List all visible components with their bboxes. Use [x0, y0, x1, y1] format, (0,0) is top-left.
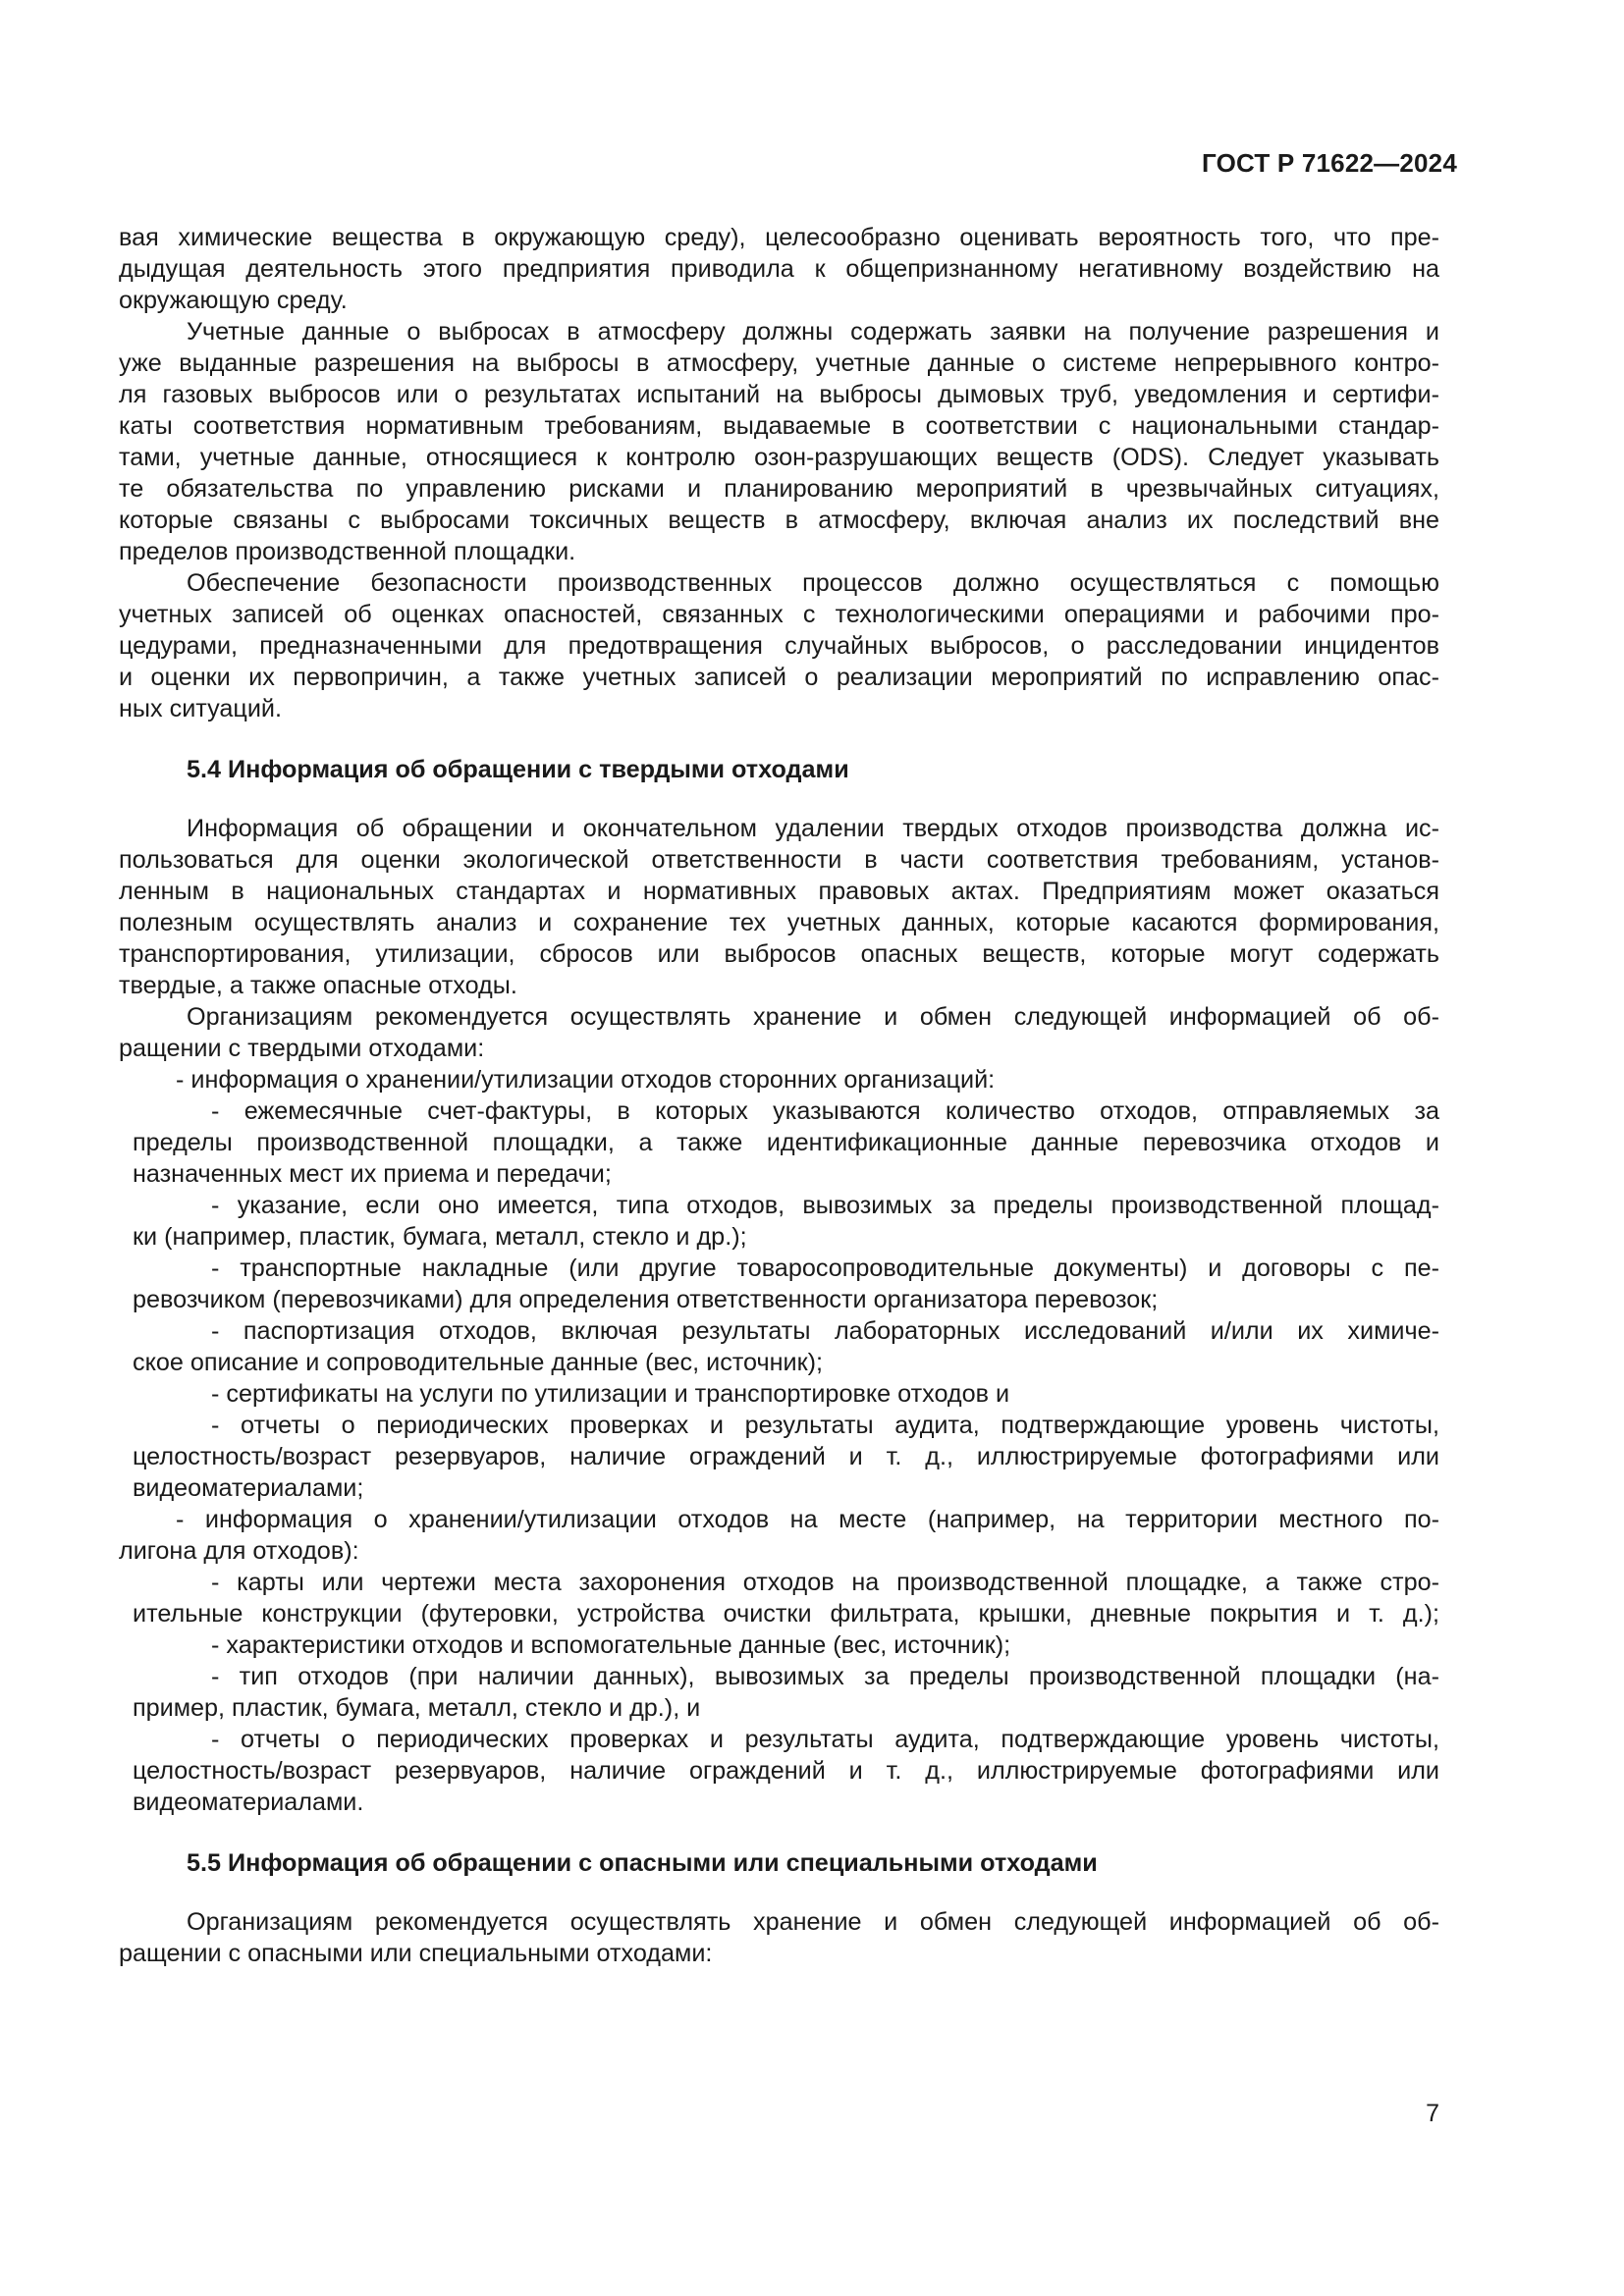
- text-line: ревозчиком (перевозчиками) для определения ответственности организатора перевозок;: [133, 1286, 1159, 1313]
- text-line: дыдущая деятельность этого предприятия приводила к общепризнанному негативному воздействию на: [119, 255, 1439, 283]
- text-line: Учетные данные о выбросах в атмосферу должны содержать заявки на получение разрешения и: [187, 318, 1439, 346]
- text-line: целостность/возраст резервуаров, наличие ограждений и т. д., иллюстрируемые фотографиями или: [133, 1757, 1439, 1785]
- text-line: видеоматериалами.: [133, 1789, 364, 1816]
- text-line: твердые, а также опасные отходы.: [119, 972, 517, 999]
- text-line: ля газовых выбросов или о результатах испытаний на выбросы дымовых труб, уведомления и сертифи-: [119, 381, 1439, 408]
- text-line: каты соответствия нормативным требованиям, выдаваемые в соответствии с национальными стандар-: [119, 412, 1439, 440]
- list-item: - отчеты о периодических проверках и результаты аудита, подтверждающие уровень чистоты,: [211, 1412, 1439, 1439]
- text-line: пределов производственной площадки.: [119, 538, 576, 565]
- list-item: - указание, если оно имеется, типа отходов, вывозимых за пределы производственной площад-: [211, 1192, 1439, 1219]
- text-line: ительные конструкции (футеровки, устройства очистки фильтрата, крышки, дневные покрытия и т. д.);: [133, 1600, 1439, 1628]
- text-line: ленным в национальных стандартах и нормативных правовых актах. Предприятиям может оказаться: [119, 878, 1439, 905]
- text-line: пользоваться для оценки экологической ответственности в части соответствия требованиям, установ-: [119, 846, 1439, 874]
- list-item: - отчеты о периодических проверках и результаты аудита, подтверждающие уровень чистоты,: [211, 1726, 1439, 1753]
- text-line: тами, учетные данные, относящиеся к контролю озон-разрушающих веществ (ODS). Следует указывать: [119, 444, 1439, 471]
- text-line: ращении с твердыми отходами:: [119, 1035, 485, 1062]
- text-line: вая химические вещества в окружающую среду), целесообразно оценивать вероятность того, что пре-: [119, 224, 1439, 251]
- text-line: ных ситуаций.: [119, 695, 282, 722]
- list-item: - тип отходов (при наличии данных), вывозимых за пределы производственной площадки (на-: [211, 1663, 1439, 1690]
- text-line: транспортирования, утилизации, сбросов или выбросов опасных веществ, которые могут содержать: [119, 940, 1439, 968]
- page-number: 7: [1426, 2100, 1439, 2127]
- text-line: ки (например, пластик, бумага, металл, стекло и др.);: [133, 1223, 747, 1251]
- text-line: видеоматериалами;: [133, 1474, 364, 1502]
- list-item: - транспортные накладные (или другие товаросопроводительные документы) и договоры с пе-: [211, 1255, 1439, 1282]
- text-line: целостность/возраст резервуаров, наличие ограждений и т. д., иллюстрируемые фотографиями или: [133, 1443, 1439, 1470]
- list-item: - характеристики отходов и вспомогательные данные (вес, источник);: [211, 1631, 1011, 1659]
- text-line: Обеспечение безопасности производственных процессов должно осуществляться с помощью: [187, 569, 1439, 597]
- list-item: - ежемесячные счет-фактуры, в которых указываются количество отходов, отправляемых за: [211, 1097, 1439, 1125]
- text-line: цедурами, предназначенными для предотвращения случайных выбросов, о расследовании инцидентов: [119, 632, 1439, 660]
- text-line: полезным осуществлять анализ и сохранение тех учетных данных, которые касаются формирования,: [119, 909, 1439, 936]
- text-line: которые связаны с выбросами токсичных веществ в атмосферу, включая анализ их последствий вне: [119, 507, 1439, 534]
- text-line: Организациям рекомендуется осуществлять хранение и обмен следующей информацией об об-: [187, 1003, 1439, 1031]
- document-body: [119, 222, 1439, 1969]
- text-line: учетных записей об оценках опасностей, связанных с технологическими операциями и рабочими про-: [119, 601, 1439, 628]
- list-item: - карты или чертежи места захоронения отходов на производственной площадке, а также стро-: [211, 1569, 1439, 1596]
- text-line: лигона для отходов):: [119, 1537, 359, 1565]
- section-heading-5-5: 5.5 Информация об обращении с опасными или специальными отходами: [187, 1849, 1098, 1877]
- text-line: ское описание и сопроводительные данные (вес, источник);: [133, 1349, 823, 1376]
- text-line: ращении с опасными или специальными отходами:: [119, 1940, 713, 1967]
- section-heading-5-4: 5.4 Информация об обращении с твердыми отходами: [187, 756, 849, 783]
- text-line: пример, пластик, бумага, металл, стекло и др.), и: [133, 1694, 701, 1722]
- text-line: Организациям рекомендуется осуществлять хранение и обмен следующей информацией об об-: [187, 1908, 1439, 1936]
- list-item: - информация о хранении/утилизации отходов на месте (например, на территории местного по-: [176, 1506, 1439, 1533]
- document-header: ГОСТ Р 71622—2024: [1202, 148, 1457, 178]
- list-item: - паспортизация отходов, включая результаты лабораторных исследований и/или их химиче-: [211, 1317, 1439, 1345]
- list-item: - информация о хранении/утилизации отходов сторонних организаций:: [176, 1066, 996, 1094]
- text-line: окружающую среду.: [119, 287, 348, 314]
- text-line: назначенных мест их приема и передачи;: [133, 1160, 612, 1188]
- list-item: - сертификаты на услуги по утилизации и транспортировке отходов и: [211, 1380, 1010, 1408]
- text-line: уже выданные разрешения на выбросы в атмосферу, учетные данные о системе непрерывного контро-: [119, 349, 1439, 377]
- text-line: пределы производственной площадки, а также идентификационные данные перевозчика отходов и: [133, 1129, 1439, 1156]
- text-line: те обязательства по управлению рисками и планированию мероприятий в чрезвычайных ситуациях,: [119, 475, 1439, 503]
- text-line: Информация об обращении и окончательном удалении твердых отходов производства должна ис-: [187, 815, 1439, 842]
- text-line: и оценки их первопричин, а также учетных записей о реализации мероприятий по исправлению опас-: [119, 664, 1439, 691]
